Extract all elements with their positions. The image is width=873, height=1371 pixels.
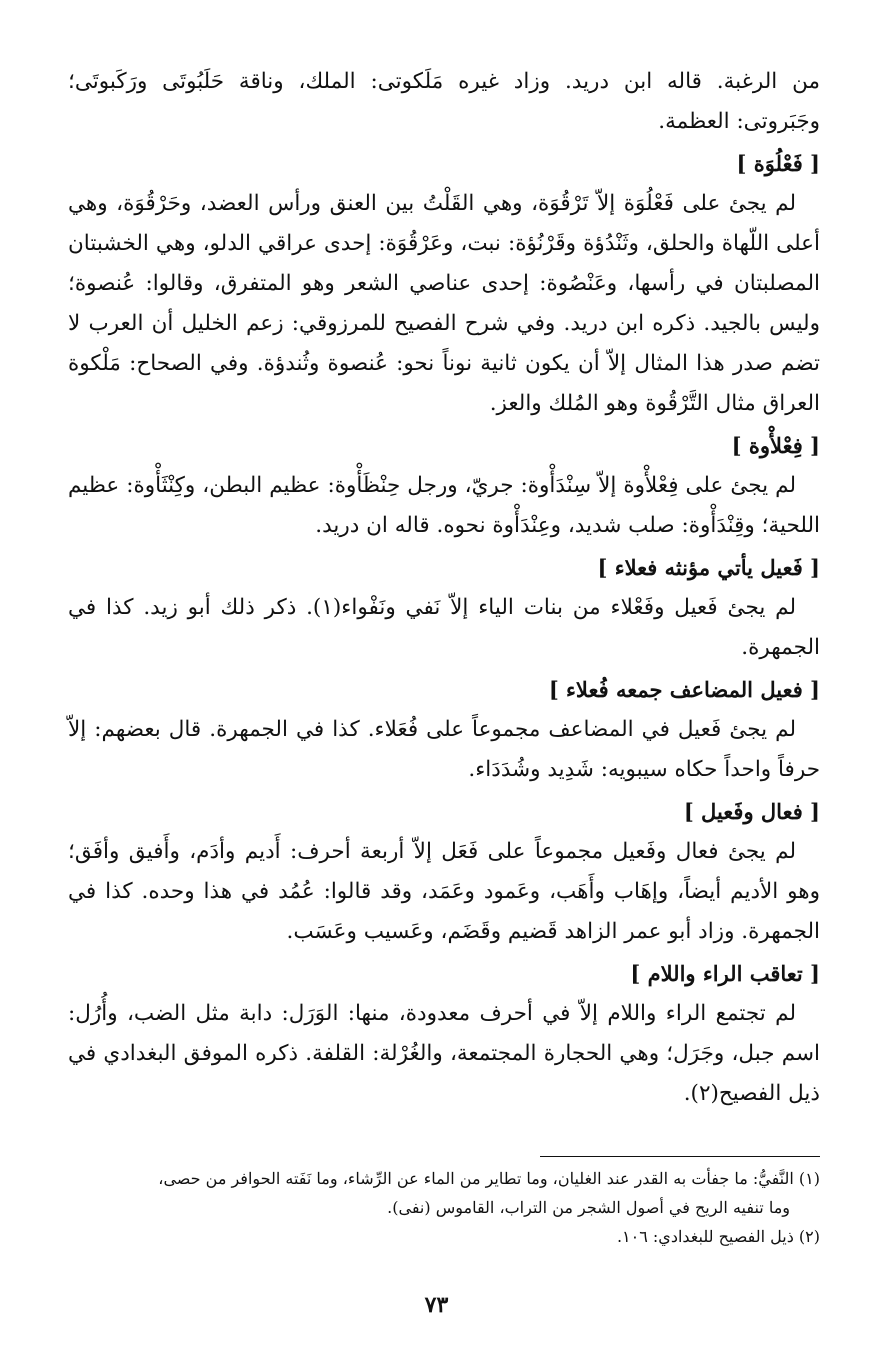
section-heading-faal-fail: [ فعال وفَعيل ] (683, 799, 820, 824)
paragraph-falwa: لم يجئ على فَعْلُوَة إلاّ تَرْقُوَة، وهي القَلْتُ بين العنق ورأس العضد، وحَرْقُوَة، وهي أعلى اللّهاة والحلق، وثَنْدُؤة وقَرْنُؤة: نبت، وعَرْقُوَة: إحدى عراقي الدلو، وهي الخشبتان المصلبتان في رأسها، وعَنْصُوة: إحدى عناصي الشعر وهو المتفرق، وقالوا: عُنصوة؛ وليس بالجيد. ذكره ابن دريد. وفي شرح الفصيح للمرزوقي: زعم الخليل أن العرب لا تضم صدر هذا المثال إلاّ أن يكون ثانية نوناً نحو: عُنصوة وثُندؤة. وفي الصحاح: مَلْكوة العراق مثال التَّرْقُوة وهو المُلك والعز. (68, 191, 820, 416)
paragraph-filawa: لم يجئ على فِعْلأْوة إلاّ سِنْدَأْوة: جريّ، ورجل حِنْظَأْوة: عظيم البطن، وكِنْثَأْوة: عظيم اللحية؛ وقِنْدَأْوة: صلب شديد، وعِنْدَأْوة نحوه. قاله ان دريد. (68, 473, 820, 538)
footnote-1-continuation: وما تنفيه الريح في أصول الشجر من التراب، القاموس (نفى). (387, 1198, 790, 1217)
section-heading-fail-fala: [ فَعيل يأتي مؤنثه فعلاء ] (597, 555, 820, 580)
page-number: ٧٣ (424, 1292, 449, 1318)
section-heading-filawa: [ فِعْلأْوة ] (731, 433, 820, 458)
footnote-divider (540, 1156, 820, 1157)
paragraph-continuation: من الرغبة. قاله ابن دريد. وزاد غيره مَلَكوتى: الملك، وناقة حَلَبُوتَى ورَكَبوتَى؛ وجَبَروتى: العظمة. (68, 69, 820, 134)
section-heading-falwa: [ فَعْلُوَة ] (736, 151, 820, 176)
footnote-1: (١) النَّفيُّ: ما جفأت به القدر عند الغليان، وما تطاير من الماء عن الرِّشاء، وما نَفَته الحوافر من حصى، (158, 1169, 820, 1188)
paragraph-mudaaf: لم يجئ فَعيل في المضاعف مجموعاً على فُعَلاء. كذا في الجمهرة. قال بعضهم: إلاّ حرفاً واحداً حكاه سيبويه: شَدِيد وشُدَدَاء. (68, 717, 820, 782)
footnotes (68, 1164, 820, 1251)
section-heading-ra-lam: [ تعاقب الراء واللام ] (630, 961, 820, 986)
footnote-2: (٢) ذيل الفصيح للبغدادي: ١٠٦. (616, 1227, 820, 1246)
page-body (68, 62, 820, 1114)
paragraph-fail-fala: لم يجئ فَعيل وفَعْلاء من بنات الياء إلاّ نَفي ونَفْواء(١). ذكر ذلك أبو زيد. كذا في الجمهرة. (68, 595, 820, 660)
paragraph-ra-lam: لم تجتمع الراء واللام إلاّ في أحرف معدودة، منها: الوَرَل: دابة مثل الضب، وأُرُل: اسم جبل، وجَرَل؛ وهي الحجارة المجتمعة، والغُرْلة: القلفة. ذكره الموفق البغدادي في ذيل الفصيح(٢). (68, 1001, 820, 1106)
section-heading-mudaaf: [ فعيل المضاعف جمعه فُعلاء ] (548, 677, 820, 702)
paragraph-faal-fail: لم يجئ فعال وفَعيل مجموعاً على فَعَل إلاّ أربعة أحرف: أَديم وأدَم، وأَفيق وأفَق؛ وهو الأديم أيضاً، وإهَاب وأَهَب، وعَمود وعَمَد، وقد قالوا: عُمُد في هذا وحده. كذا في الجمهرة. وزاد أبو عمر الزاهد قَضيم وقَضَم، وعَسيب وعَسَب. (68, 839, 820, 944)
